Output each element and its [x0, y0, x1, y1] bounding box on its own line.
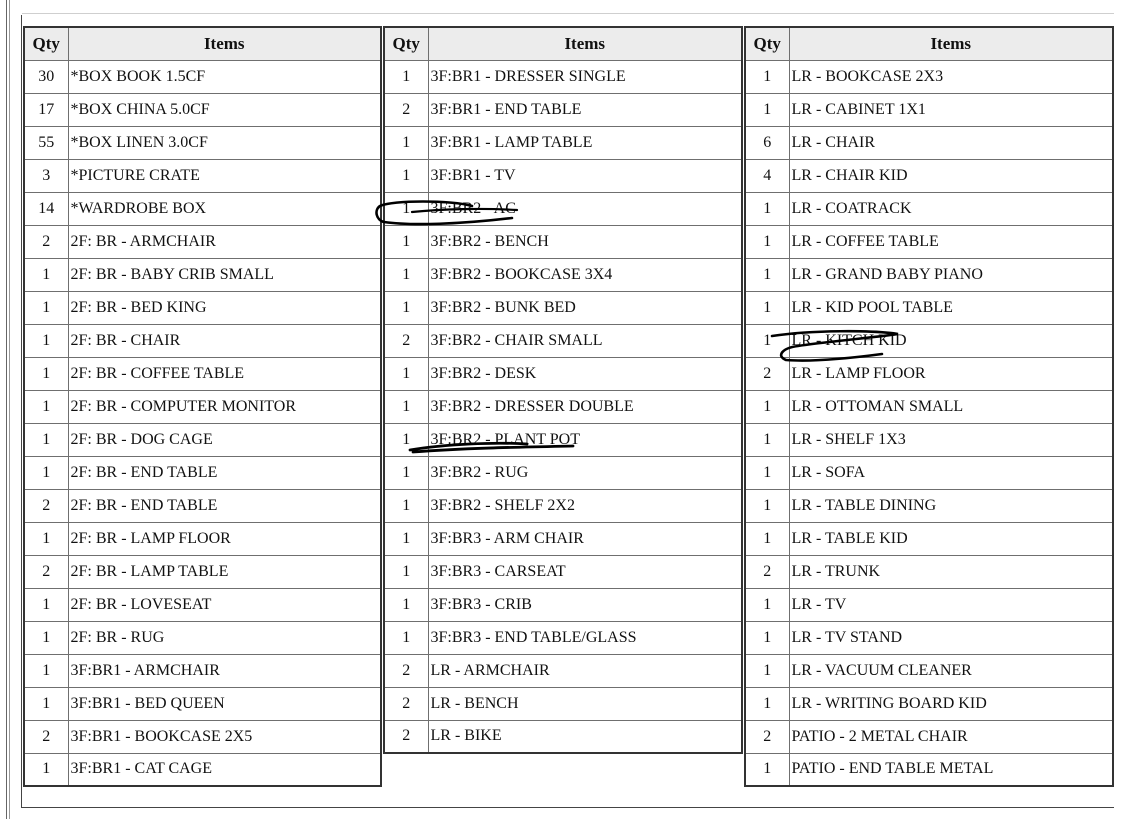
table-row	[745, 390, 1113, 423]
qty-cell: 1	[745, 588, 789, 621]
table-row	[745, 126, 1113, 159]
item-cell: LR - KITCH KID	[789, 324, 1113, 357]
table-row	[745, 456, 1113, 489]
item-cell: 3F:BR1 - BOOKCASE 2X5	[68, 720, 381, 753]
table-header-row	[384, 27, 742, 60]
qty-cell: 1	[24, 357, 68, 390]
table-row	[384, 126, 742, 159]
table-row	[745, 60, 1113, 93]
table-row	[384, 720, 742, 753]
table-row	[24, 456, 381, 489]
qty-cell: 1	[745, 258, 789, 291]
item-cell: LR - CHAIR	[789, 126, 1113, 159]
item-cell: *BOX BOOK 1.5CF	[68, 60, 381, 93]
table-row	[384, 687, 742, 720]
table-row	[24, 621, 381, 654]
table-header-row	[24, 27, 381, 60]
item-cell: 2F: BR - LOVESEAT	[68, 588, 381, 621]
table-row	[384, 93, 742, 126]
qty-cell: 1	[384, 126, 428, 159]
items-header: Items	[428, 27, 742, 60]
qty-cell: 1	[24, 621, 68, 654]
table-row	[745, 291, 1113, 324]
table-row	[745, 489, 1113, 522]
item-cell: *WARDROBE BOX	[68, 192, 381, 225]
qty-cell: 2	[384, 720, 428, 753]
qty-cell: 1	[24, 753, 68, 786]
table-row	[745, 225, 1113, 258]
table-row	[384, 456, 742, 489]
item-cell: PATIO - END TABLE METAL	[789, 753, 1113, 786]
qty-cell: 1	[745, 390, 789, 423]
table-header-row	[745, 27, 1113, 60]
qty-cell: 1	[24, 258, 68, 291]
item-cell: 2F: BR - END TABLE	[68, 456, 381, 489]
item-cell: 3F:BR1 - LAMP TABLE	[428, 126, 742, 159]
item-cell: 3F:BR2 - AC	[428, 192, 742, 225]
item-cell: LR - VACUUM CLEANER	[789, 654, 1113, 687]
table-row	[384, 522, 742, 555]
item-cell: 2F: BR - END TABLE	[68, 489, 381, 522]
table-row	[745, 423, 1113, 456]
qty-cell: 1	[24, 324, 68, 357]
item-cell: 2F: BR - BABY CRIB SMALL	[68, 258, 381, 291]
table-row	[24, 159, 381, 192]
qty-cell: 2	[384, 654, 428, 687]
qty-cell: 1	[24, 654, 68, 687]
qty-cell: 1	[384, 423, 428, 456]
qty-cell: 1	[745, 291, 789, 324]
qty-header: Qty	[384, 27, 428, 60]
item-cell: 2F: BR - LAMP FLOOR	[68, 522, 381, 555]
items-header: Items	[68, 27, 381, 60]
qty-cell: 1	[745, 456, 789, 489]
qty-cell: 1	[384, 291, 428, 324]
item-cell: 2F: BR - DOG CAGE	[68, 423, 381, 456]
item-cell: LR - GRAND BABY PIANO	[789, 258, 1113, 291]
table-row	[24, 192, 381, 225]
qty-cell: 1	[745, 225, 789, 258]
item-cell: 2F: BR - CHAIR	[68, 324, 381, 357]
item-cell: LR - OTTOMAN SMALL	[789, 390, 1113, 423]
item-cell: 3F:BR2 - BENCH	[428, 225, 742, 258]
qty-cell: 1	[384, 456, 428, 489]
qty-cell: 1	[24, 687, 68, 720]
table-row	[384, 621, 742, 654]
qty-cell: 2	[24, 489, 68, 522]
table-row	[745, 621, 1113, 654]
item-cell: LR - BENCH	[428, 687, 742, 720]
qty-cell: 2	[24, 225, 68, 258]
table-row	[745, 522, 1113, 555]
table-row	[384, 654, 742, 687]
table-row	[24, 291, 381, 324]
qty-header: Qty	[24, 27, 68, 60]
table-row	[24, 654, 381, 687]
qty-cell: 1	[24, 390, 68, 423]
item-cell: 3F:BR3 - END TABLE/GLASS	[428, 621, 742, 654]
item-cell: 3F:BR2 - DRESSER DOUBLE	[428, 390, 742, 423]
item-cell: *BOX CHINA 5.0CF	[68, 93, 381, 126]
item-cell: 3F:BR1 - ARMCHAIR	[68, 654, 381, 687]
qty-cell: 1	[384, 588, 428, 621]
table-row	[24, 555, 381, 588]
qty-cell: 1	[24, 522, 68, 555]
item-cell: LR - CABINET 1X1	[789, 93, 1113, 126]
item-cell: LR - LAMP FLOOR	[789, 357, 1113, 390]
inventory-table-1	[23, 26, 382, 787]
table-row	[384, 324, 742, 357]
table-row	[24, 390, 381, 423]
table-row	[745, 159, 1113, 192]
table-row	[745, 192, 1113, 225]
qty-cell: 1	[745, 621, 789, 654]
table-row	[745, 654, 1113, 687]
qty-cell: 2	[24, 555, 68, 588]
table-row	[24, 588, 381, 621]
table-row	[24, 489, 381, 522]
item-cell: 2F: BR - RUG	[68, 621, 381, 654]
items-header: Items	[789, 27, 1113, 60]
item-cell: 3F:BR2 - PLANT POT	[428, 423, 742, 456]
item-cell: LR - TABLE KID	[789, 522, 1113, 555]
item-cell: PATIO - 2 METAL CHAIR	[789, 720, 1113, 753]
item-cell: LR - KID POOL TABLE	[789, 291, 1113, 324]
qty-header: Qty	[745, 27, 789, 60]
table-row	[745, 753, 1113, 786]
table-row	[24, 687, 381, 720]
qty-cell: 2	[384, 687, 428, 720]
item-cell: *PICTURE CRATE	[68, 159, 381, 192]
item-cell: 3F:BR2 - RUG	[428, 456, 742, 489]
table-row	[24, 60, 381, 93]
qty-cell: 2	[24, 720, 68, 753]
qty-cell: 1	[384, 159, 428, 192]
item-cell: 3F:BR2 - CHAIR SMALL	[428, 324, 742, 357]
table-row	[384, 192, 742, 225]
qty-cell: 1	[745, 522, 789, 555]
item-cell: 3F:BR2 - BOOKCASE 3X4	[428, 258, 742, 291]
qty-cell: 1	[745, 423, 789, 456]
top-divider	[22, 13, 1114, 14]
qty-cell: 1	[384, 522, 428, 555]
item-cell: LR - ARMCHAIR	[428, 654, 742, 687]
table-row	[384, 555, 742, 588]
item-cell: *BOX LINEN 3.0CF	[68, 126, 381, 159]
item-cell: LR - BOOKCASE 2X3	[789, 60, 1113, 93]
table-row	[384, 489, 742, 522]
qty-cell: 1	[384, 60, 428, 93]
qty-cell: 1	[24, 423, 68, 456]
qty-cell: 2	[384, 324, 428, 357]
table-row	[384, 390, 742, 423]
item-cell: 3F:BR1 - DRESSER SINGLE	[428, 60, 742, 93]
table-row	[745, 258, 1113, 291]
item-cell: 3F:BR3 - CRIB	[428, 588, 742, 621]
table-row	[745, 687, 1113, 720]
qty-cell: 1	[24, 456, 68, 489]
item-cell: LR - COFFEE TABLE	[789, 225, 1113, 258]
item-cell: LR - TV	[789, 588, 1113, 621]
qty-cell: 1	[745, 192, 789, 225]
table-row	[24, 324, 381, 357]
qty-cell: 1	[384, 357, 428, 390]
item-cell: 3F:BR2 - DESK	[428, 357, 742, 390]
item-cell: 3F:BR1 - TV	[428, 159, 742, 192]
table-row	[384, 60, 742, 93]
table-row	[384, 357, 742, 390]
qty-cell: 1	[745, 93, 789, 126]
table-row	[24, 93, 381, 126]
table-row	[384, 588, 742, 621]
table-row	[384, 258, 742, 291]
table-row	[745, 555, 1113, 588]
qty-cell: 1	[384, 258, 428, 291]
item-cell: LR - CHAIR KID	[789, 159, 1113, 192]
qty-cell: 3	[24, 159, 68, 192]
item-cell: 2F: BR - ARMCHAIR	[68, 225, 381, 258]
table-row	[745, 720, 1113, 753]
item-cell: LR - TABLE DINING	[789, 489, 1113, 522]
item-cell: 3F:BR2 - SHELF 2X2	[428, 489, 742, 522]
item-cell: 3F:BR1 - BED QUEEN	[68, 687, 381, 720]
qty-cell: 1	[745, 60, 789, 93]
qty-cell: 2	[745, 555, 789, 588]
item-cell: 2F: BR - BED KING	[68, 291, 381, 324]
qty-cell: 1	[745, 753, 789, 786]
item-cell: 3F:BR3 - ARM CHAIR	[428, 522, 742, 555]
table-row	[745, 93, 1113, 126]
table-row	[24, 423, 381, 456]
item-cell: LR - BIKE	[428, 720, 742, 753]
qty-cell: 1	[745, 489, 789, 522]
table-row	[24, 258, 381, 291]
item-cell: 2F: BR - COFFEE TABLE	[68, 357, 381, 390]
qty-cell: 17	[24, 93, 68, 126]
inventory-table-3	[744, 26, 1114, 787]
qty-cell: 14	[24, 192, 68, 225]
item-cell: LR - SHELF 1X3	[789, 423, 1113, 456]
qty-cell: 1	[384, 555, 428, 588]
table-row	[24, 753, 381, 786]
item-cell: 2F: BR - COMPUTER MONITOR	[68, 390, 381, 423]
qty-cell: 1	[24, 291, 68, 324]
qty-cell: 1	[745, 687, 789, 720]
left-border-rule	[6, 0, 7, 819]
item-cell: LR - TRUNK	[789, 555, 1113, 588]
qty-cell: 1	[384, 621, 428, 654]
qty-cell: 1	[24, 588, 68, 621]
item-cell: LR - WRITING BOARD KID	[789, 687, 1113, 720]
table-row	[745, 588, 1113, 621]
qty-cell: 1	[745, 654, 789, 687]
qty-cell: 2	[745, 357, 789, 390]
table-row	[745, 357, 1113, 390]
qty-cell: 4	[745, 159, 789, 192]
qty-cell: 55	[24, 126, 68, 159]
table-row	[384, 291, 742, 324]
qty-cell: 1	[384, 390, 428, 423]
table-row	[745, 324, 1113, 357]
qty-cell: 1	[745, 324, 789, 357]
qty-cell: 1	[384, 192, 428, 225]
table-row	[24, 357, 381, 390]
table-row	[24, 126, 381, 159]
item-cell: LR - SOFA	[789, 456, 1113, 489]
item-cell: LR - COATRACK	[789, 192, 1113, 225]
item-cell: 2F: BR - LAMP TABLE	[68, 555, 381, 588]
qty-cell: 1	[384, 225, 428, 258]
table-row	[24, 225, 381, 258]
table-row	[384, 225, 742, 258]
qty-cell: 30	[24, 60, 68, 93]
item-cell: LR - TV STAND	[789, 621, 1113, 654]
inventory-table-2	[383, 26, 743, 754]
item-cell: 3F:BR1 - END TABLE	[428, 93, 742, 126]
qty-cell: 1	[384, 489, 428, 522]
qty-cell: 6	[745, 126, 789, 159]
table-row	[24, 522, 381, 555]
left-border-rule-inner	[9, 0, 10, 819]
qty-cell: 2	[745, 720, 789, 753]
item-cell: 3F:BR3 - CARSEAT	[428, 555, 742, 588]
qty-cell: 2	[384, 93, 428, 126]
table-row	[384, 423, 742, 456]
item-cell: 3F:BR1 - CAT CAGE	[68, 753, 381, 786]
table-row	[24, 720, 381, 753]
item-cell: 3F:BR2 - BUNK BED	[428, 291, 742, 324]
table-row	[384, 159, 742, 192]
